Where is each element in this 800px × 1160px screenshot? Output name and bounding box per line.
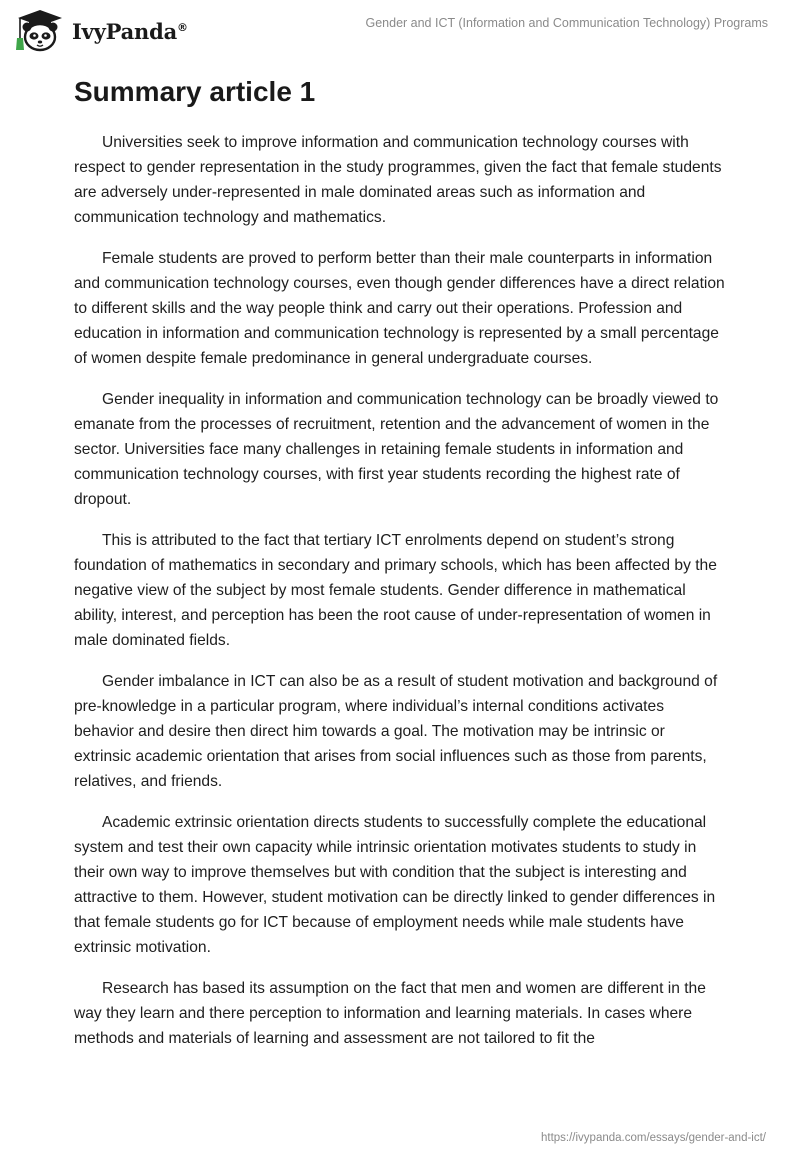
paragraph: Gender inequality in information and communication technology can be broadly viewed to emanate from the processes of recruitment, retention and the advancement of women in the sector. Universities face many challenges in retaining female students in information and communication technology courses, with first year students recording the highest rate of dropout. <box>74 391 719 508</box>
panda-graduate-icon <box>14 8 66 54</box>
article-heading: Summary article 1 <box>74 76 316 107</box>
ivypanda-logo[interactable] <box>14 8 188 54</box>
brand-name: IvyPanda® <box>72 18 188 44</box>
paragraph: Research has based its assumption on the fact that men and women are different in the way they learn and there perception to information and learning materials. In cases where methods and materials of learning and assessment are not tailored to fit the <box>74 980 706 1047</box>
paragraph: Universities seek to improve information and communication technology courses with respect to gender representation in the study programmes, given the fact that female students are adversely under-represented in male dominated areas such as information and communication technology and mathematics. <box>74 134 722 226</box>
article-body <box>74 74 726 1067</box>
page-header <box>0 0 800 60</box>
footer-url-link[interactable]: https://ivypanda.com/essays/gender-and-ict/ <box>540 1132 766 1144</box>
paragraph: Female students are proved to perform better than their male counterparts in information and communication technology courses, even though gender differences have a direct relation to different skills and the way people think and carry out their operations. Profession and education in information and communication technology is represented by a small percentage of women despite female predominance in general undergraduate courses. <box>74 250 725 367</box>
paragraph: This is attributed to the fact that tertiary ICT enrolments depend on student’s strong foundation of mathematics in secondary and primary schools, which has been affected by the negative view of the subject by most female students. Gender difference in mathematical ability, interest, and perception has been the root cause of under-representation of women in male dominated fields. <box>74 532 717 649</box>
paragraph: Gender imbalance in ICT can also be as a result of student motivation and background of pre-knowledge in a particular program, where individual’s internal conditions activates behavior and desire then direct him towards a goal. The motivation may be intrinsic or extrinsic academic orientation that arises from social influences such as those from parents, relatives, and friends. <box>74 673 718 790</box>
document-title: Gender and ICT (Information and Communication Technology) Programs <box>365 16 768 30</box>
paragraph: Academic extrinsic orientation directs students to successfully complete the educational system and test their own capacity while intrinsic orientation motivates students to study in their own way to improve themselves but with condition that the subject is interesting and attractive to them. However, student motivation can be directly linked to gender differences in that female students go for ICT because of employment needs while male students have extrinsic motivation. <box>74 814 716 956</box>
